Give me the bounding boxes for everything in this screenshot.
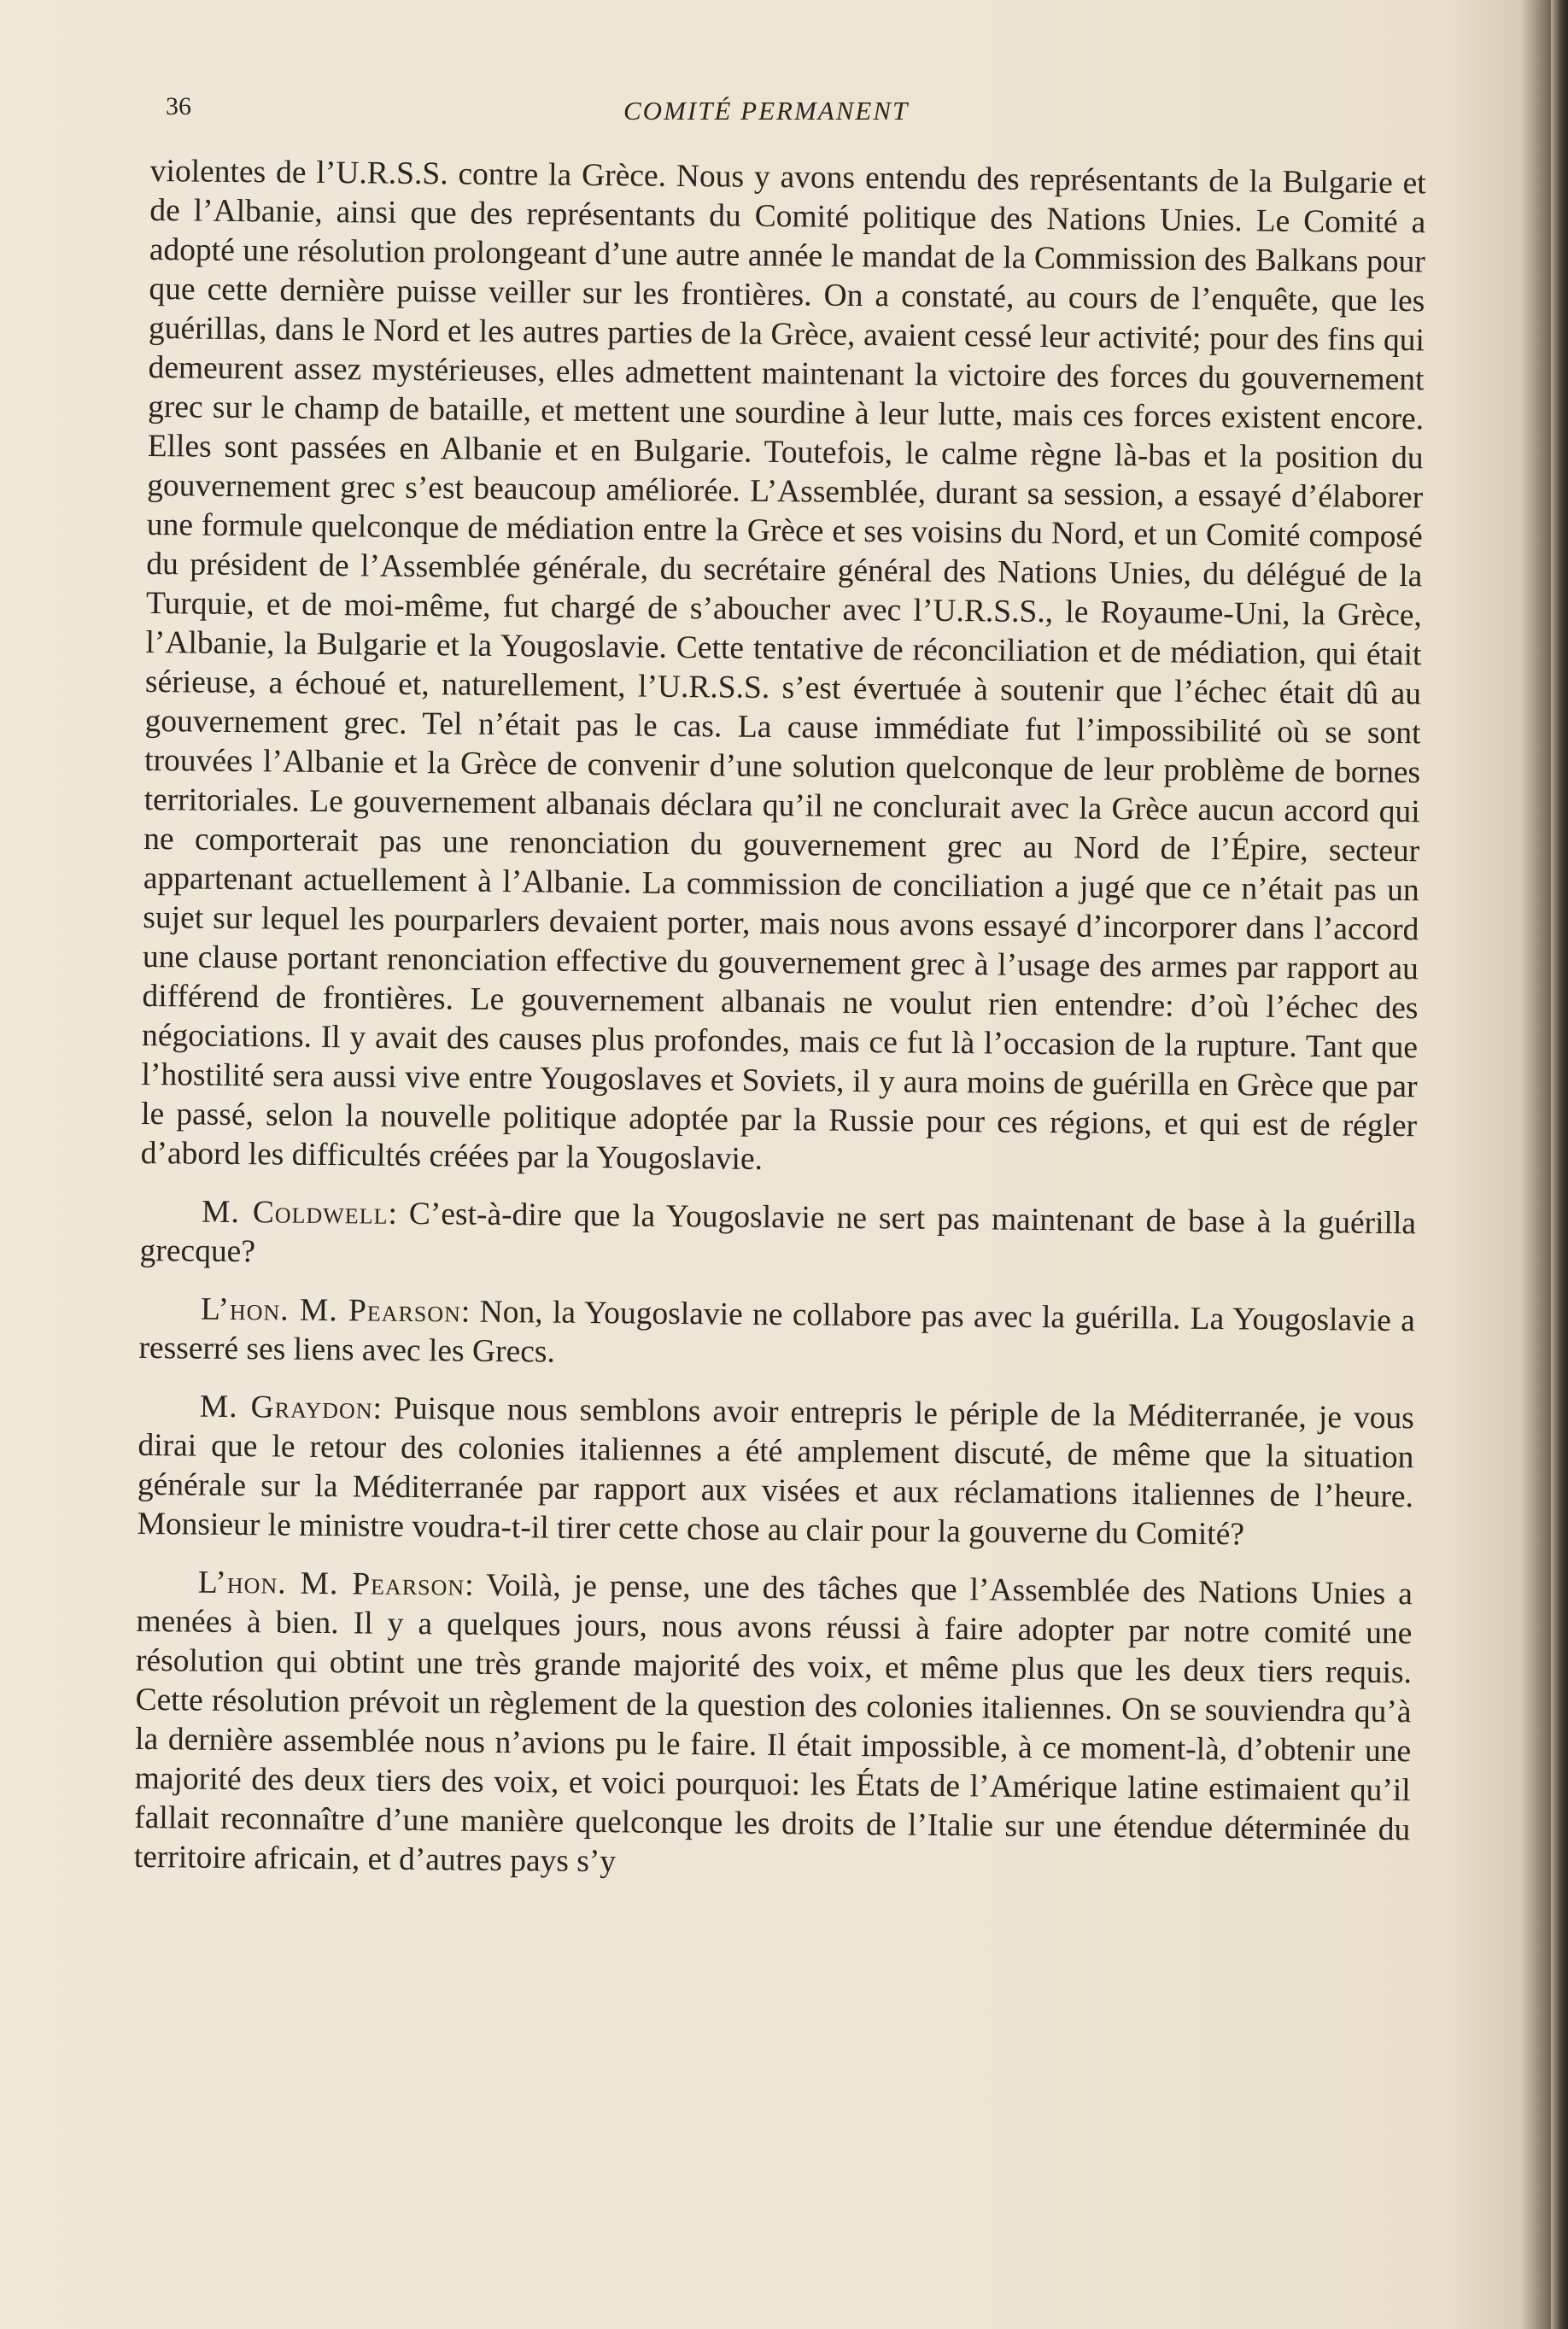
speaker-name: M. Graydon: [199, 1389, 373, 1426]
page-number: 36: [166, 92, 191, 120]
running-title: COMITÉ PERMANENT: [623, 96, 910, 126]
speaker-name: L’hon. M. Pearson: [200, 1291, 462, 1330]
paragraph-text: : Voilà, je pense, une des tâches que l’Assemblée des Nations Unies a menées à bien. Il y a quelques jours, nous avons réussi à faire adopter par notre comité une résolution qui obtint une très grande majorité des voix, et même plus que les deux tiers requis. Cette résolution prévoit un règlement de la question des colonies italiennes. On se souviendra qu’à la dernière assemblée nous n’avions pu le faire. Il était impossible, à ce moment-là, d’obtenir une majorité des deux tiers des voix, et voici pourquoi: les États de l’Amérique latine estimaient qu’il fallait reconnaître d’une manière quelconque les droits de l’Italie sur une étendue déterminée du territoire africain, et d’autres pays s’y: [133, 1567, 1413, 1880]
paragraph-text: : Non, la Yougoslavie ne collabore pas avec la guérilla. La Yougoslavie a resserré ses liens avec les Grecs.: [138, 1294, 1416, 1370]
page-header: [162, 92, 1401, 135]
paragraph: [141, 152, 1426, 1185]
paragraph: [137, 1387, 1414, 1556]
paragraph: [139, 1192, 1416, 1283]
paragraph-text: : C’est-à-dire que la Yougoslavie ne sert pas maintenant de base à la guérilla grecque?: [139, 1196, 1417, 1270]
body-text: [134, 152, 1426, 1889]
speaker-name: L’hon. M. Pearson: [197, 1565, 465, 1603]
page-binding-edge: [1551, 0, 1568, 2329]
paragraph-text: violentes de l’U.R.S.S. contre la Grèce. Nous y avons entendu des représentants de la Bulgarie et de l’Albanie, ainsi que des représentants du Comité politique des Nations Unies. Le Comité a adopté une résolution prolongeant d’une autre année le mandat de la Commission des Balkans pour que cette dernière puisse veiller sur les frontières. On a constaté, au cours de l’enquête, que les guérillas, dans le Nord et les autres parties de la Grèce, avaient cessé leur activité; pour des fins qui demeurent assez mystérieuses, elles admettent maintenant la victoire des forces du gouvernement grec sur le champ de bataille, et mettent une sourdine à leur lutte, mais ces forces existent encore. Elles sont passées en Albanie et en Bulgarie. Toutefois, le calme règne là-bas et la position du gouvernement grec s’est beaucoup améliorée. L’Assemblée, durant sa session, a essayé d’élaborer une formule quelconque de médiation entre la Grèce et ses voisins du Nord, et un Comité composé du président de l’Assemblée générale, du secrétaire général des Nations Unies, du délégué de la Turquie, et de moi-même, fut chargé de s’aboucher avec l’U.R.S.S., le Royaume-Uni, la Grèce, l’Albanie, la Bulgarie et la Yougoslavie. Cette tentative de réconciliation et de médiation, qui était sérieuse, a échoué et, naturellement, l’U.R.S.S. s’est évertuée à soutenir que l’échec était dû au gouvernement grec. Tel n’était pas le cas. La cause immédiate fut l’impossibilité où se sont trouvées l’Albanie et la Grèce de convenir d’une solution quelconque de leur problème de bornes territoriales. Le gouvernement albanais déclara qu’il ne conclurait avec la Grèce aucun accord qui ne comporterait pas une renonciation du gouvernement grec au Nord de l’Épire, secteur appartenant actuellement à l’Albanie. La commission de conciliation a jugé que ce n’était pas un sujet sur lequel les pourparlers devaient porter, mais nous avons essayé d’incorporer dans l’accord une clause portant renonciation effective du gouvernement grec à l’usage des armes par rapport au différend de frontières. Le gouvernement albanais ne voulut rien entendre: d’où l’échec des négociations. Il y avait des causes plus profondes, mais ce fut là l’occasion de la rupture. Tant que l’hostilité sera aussi vive entre Yougoslaves et Soviets, il y aura moins de guérilla en Grèce que par le passé, selon la nouvelle politique adoptée par la Russie pour ces régions, et qui est de régler d’abord les difficultés créées par la Yougoslavie.: [140, 153, 1426, 1177]
speaker-name: M. Coldwell: [201, 1194, 389, 1232]
paragraph-text: : Puisque nous semblons avoir entrepris le périple de la Méditerranée, je vous dirai que le retour des colonies italiennes a été amplement discuté, de même que la situation générale sur la Méditerranée par rapport aux visées et aux réclamations italiennes de l’heure. Monsieur le ministre voudra-t-il tirer cette chose au clair pour la gouverne du Comité?: [137, 1390, 1415, 1553]
paragraph: [134, 1563, 1413, 1889]
paragraph: [138, 1290, 1415, 1380]
